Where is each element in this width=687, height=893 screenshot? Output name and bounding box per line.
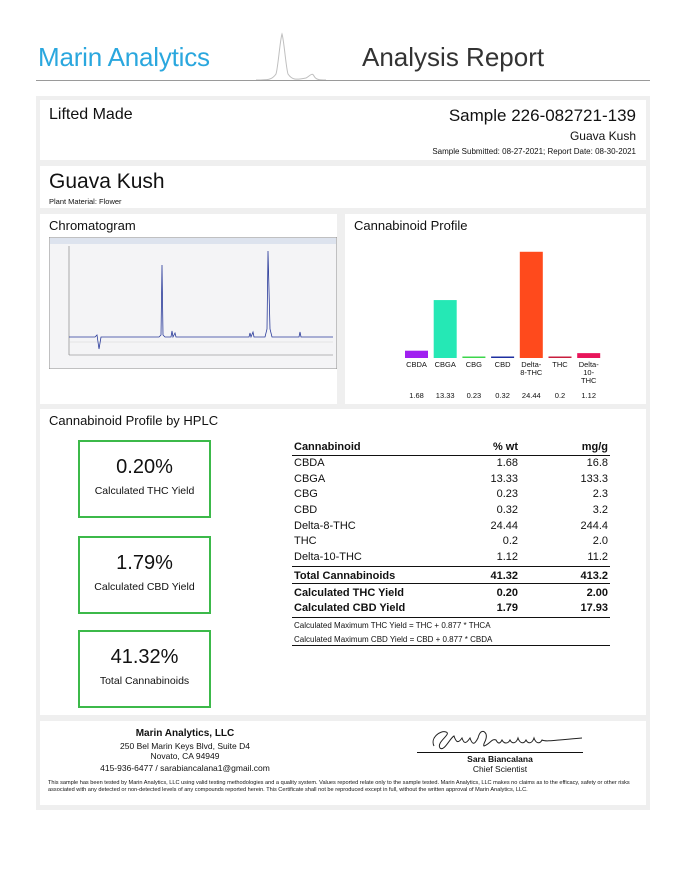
chromatogram-logo-icon	[256, 30, 326, 82]
row-pct: 24.44	[490, 519, 518, 532]
cbd-yield-label: Calculated CBD Yield	[94, 581, 195, 593]
thc-yield-mg: 2.00	[586, 586, 608, 599]
lab-address-line1: 250 Bel Marin Keys Blvd, Suite D4	[120, 741, 250, 751]
lab-name: Marin Analytics, LLC	[135, 728, 235, 739]
strain-panel	[40, 166, 646, 208]
table-header	[292, 440, 610, 456]
row-name: Delta-8-THC	[294, 519, 356, 532]
footer-panel	[40, 721, 646, 805]
tick-label: 10-	[583, 368, 595, 377]
chromatogram-panel	[40, 214, 337, 404]
tick-label: Delta-	[578, 360, 599, 369]
thc-yield-row	[292, 584, 610, 601]
row-mg: 133.3	[580, 472, 608, 485]
bar-cbga	[434, 300, 457, 358]
signature-image	[426, 724, 586, 754]
report-title: Analysis Report	[362, 42, 545, 72]
thc-yield-box	[78, 440, 211, 518]
thc-yield-value: 0.20%	[116, 456, 173, 478]
total-mg: 413.2	[580, 569, 608, 582]
row-pct: 1.12	[496, 551, 518, 564]
row-mg: 2.3	[592, 488, 608, 501]
table-row	[292, 519, 610, 535]
table-row	[292, 503, 610, 519]
data-label: 0.32	[495, 391, 510, 400]
bar-thc	[549, 357, 572, 359]
formula-cbd-text: Calculated Maximum CBD Yield = CBD + 0.877 * CBDA	[294, 634, 493, 644]
tick-label: CBDA	[406, 360, 427, 369]
lab-contact: 415-936-6477 / sarabiancalana1@gmail.com	[100, 763, 270, 773]
table-row	[292, 550, 610, 566]
cannabinoid-bar-chart	[345, 238, 646, 404]
hplc-title: Cannabinoid Profile by HPLC	[49, 413, 219, 428]
header-divider	[36, 80, 650, 81]
lab-address-line2: Novato, CA 94949	[150, 751, 220, 761]
row-mg: 11.2	[587, 551, 608, 564]
row-mg: 244.4	[580, 519, 608, 532]
row-name: CBGA	[294, 472, 326, 485]
data-label: 0.23	[466, 391, 482, 400]
total-cannabinoids-label: Total Cannabinoids	[99, 675, 190, 687]
thc-yield-name: Calculated THC Yield	[294, 586, 405, 599]
sample-id: Sample 226-082721-139	[448, 106, 636, 125]
row-name: CBG	[294, 488, 318, 501]
total-cannabinoids-box	[78, 630, 211, 708]
cbd-yield-mg: 17.93	[580, 601, 608, 614]
tick-label: THC	[580, 376, 597, 385]
bar-cbg	[462, 357, 485, 359]
tick-label: CBG	[465, 360, 483, 369]
bar-delta-10-thc	[577, 353, 600, 358]
bar-delta-8-thc	[520, 252, 543, 358]
header-cannabinoid: Cannabinoid	[294, 441, 361, 453]
bar-cbd	[491, 357, 514, 359]
total-cannabinoids-value: 41.32%	[110, 646, 179, 668]
cbd-yield-name: Calculated CBD Yield	[294, 601, 406, 614]
tick-label: CBGA	[434, 360, 456, 369]
cbd-yield-value: 1.79%	[116, 552, 173, 574]
strain-title: Guava Kush	[49, 170, 165, 193]
signer-title: Chief Scientist	[472, 764, 528, 774]
row-name: CBD	[294, 504, 318, 517]
tick-label: CBD	[494, 360, 511, 369]
header-pct-wt: % wt	[492, 441, 518, 453]
formula-thc-text: Calculated Maximum THC Yield = THC + 0.877 * THCA	[294, 620, 491, 630]
cbd-yield-row	[292, 601, 610, 618]
chromatogram-image	[49, 237, 337, 369]
cbd-yield-box	[78, 536, 211, 614]
row-name: Delta-10-THC	[294, 551, 362, 564]
total-row	[292, 566, 610, 584]
table-row	[292, 534, 610, 550]
header-mg-g: mg/g	[581, 441, 608, 453]
client-name: Lifted Made	[49, 106, 133, 123]
row-mg: 16.8	[586, 457, 608, 469]
table-row	[292, 456, 610, 472]
profile-title: Cannabinoid Profile	[354, 218, 468, 233]
total-name: Total Cannabinoids	[294, 569, 396, 582]
signer-name: Sara Biancalana	[467, 754, 533, 764]
cbd-yield-pct: 1.79	[496, 601, 518, 614]
profile-panel	[345, 214, 646, 404]
signature-line	[417, 752, 583, 753]
hplc-panel	[40, 409, 646, 715]
plant-material: Plant Material: Flower	[49, 197, 122, 206]
hplc-table	[292, 440, 610, 646]
formula-thc	[292, 618, 610, 632]
data-label: 24.44	[521, 391, 541, 400]
tick-label: 8-THC	[520, 368, 543, 377]
disclaimer: This sample has been tested by Marin Analytics, LLC using valid testing methodologies and a quality system. Values reported relate only to the sample tested. Marin Analytics, LLC makes no claims as to the efficacy, safety or other risks associated with any detected or non-detected levels of any compounds reported herein. This Certificate shall not be reproduced except in full, without the written approval of Marin Analytics, LLC.	[48, 780, 630, 793]
tick-label: THC	[552, 360, 568, 369]
sample-dates: Sample Submitted: 08-27-2021; Report Date: 08-30-2021	[432, 147, 636, 156]
bar-cbda	[405, 351, 428, 358]
row-pct: 0.23	[496, 488, 518, 501]
sample-strain: Guava Kush	[569, 129, 636, 143]
brand-name: Marin Analytics	[38, 42, 210, 72]
row-mg: 3.2	[592, 504, 608, 517]
row-pct: 0.2	[502, 535, 518, 548]
thc-yield-label: Calculated THC Yield	[94, 485, 195, 497]
data-label: 13.33	[435, 391, 455, 400]
formula-cbd	[292, 632, 610, 646]
report-header	[36, 30, 650, 85]
client-panel	[40, 100, 646, 160]
row-mg: 2.0	[592, 535, 608, 548]
thc-yield-pct: 0.20	[496, 586, 518, 599]
row-name: CBDA	[294, 457, 325, 469]
row-name: THC	[294, 535, 317, 548]
chromatogram-title: Chromatogram	[49, 218, 136, 233]
tick-label: Delta-	[521, 360, 542, 369]
total-pct: 41.32	[490, 569, 518, 582]
table-row	[292, 472, 610, 488]
data-label: 1.68	[409, 391, 424, 400]
row-pct: 1.68	[496, 457, 518, 469]
row-pct: 13.33	[490, 472, 518, 485]
data-label: 0.2	[554, 391, 566, 400]
data-label: 1.12	[581, 391, 597, 400]
table-row	[292, 487, 610, 503]
row-pct: 0.32	[496, 504, 518, 517]
